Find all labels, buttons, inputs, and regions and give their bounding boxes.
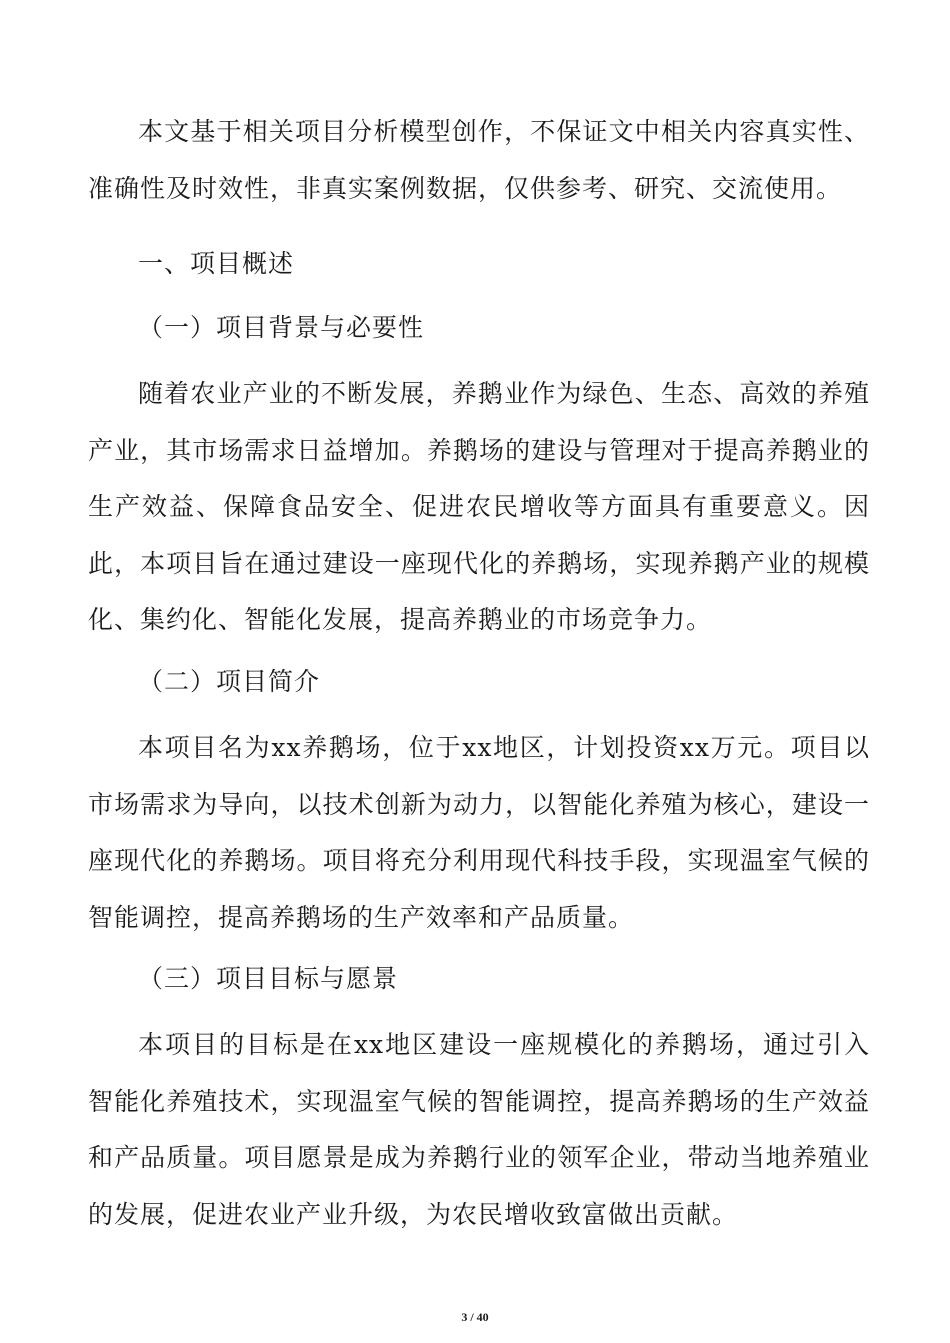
- page-number: 3 / 40: [461, 1310, 489, 1324]
- subsection-heading-introduction: （二）项目简介: [138, 667, 321, 696]
- section-title: 一、项目概述: [138, 249, 295, 278]
- introduction-paragraph: 本项目名为xx养鹅场，位于xx地区，计划投资xx万元。项目以市场需求为导向，以技术创新为动力，以智能化养殖为核心，建设一座现代化的养鹅场。项目将充分利用现代科技手段，实现温室气候的智能调控，提高养鹅场的生产效率和产品质量。: [88, 733, 870, 932]
- subsection-heading-goals: （三）项目目标与愿景: [138, 964, 399, 993]
- disclaimer-paragraph: 本文基于相关项目分析模型创作，不保证文中相关内容真实性、准确性及时效性，非真实案例数据，仅供参考、研究、交流使用。: [88, 117, 870, 203]
- subsection-heading-background: （一）项目背景与必要性: [138, 313, 425, 342]
- background-paragraph: 随着农业产业的不断发展，养鹅业作为绿色、生态、高效的养殖产业，其市场需求日益增加。养鹅场的建设与管理对于提高养鹅业的生产效益、保障食品安全、促进农民增收等方面具有重要意义。因此，本项目旨在通过建设一座现代化的养鹅场，实现养鹅产业的规模化、集约化、智能化发展，提高养鹅业的市场竞争力。: [88, 379, 870, 634]
- goals-paragraph: 本项目的目标是在xx地区建设一座规模化的养鹅场，通过引入智能化养殖技术，实现温室气候的智能调控，提高养鹅场的生产效益和产品质量。项目愿景是成为养鹅行业的领军企业，带动当地养殖业的发展，促进农业产业升级，为农民增收致富做出贡献。: [88, 1030, 870, 1229]
